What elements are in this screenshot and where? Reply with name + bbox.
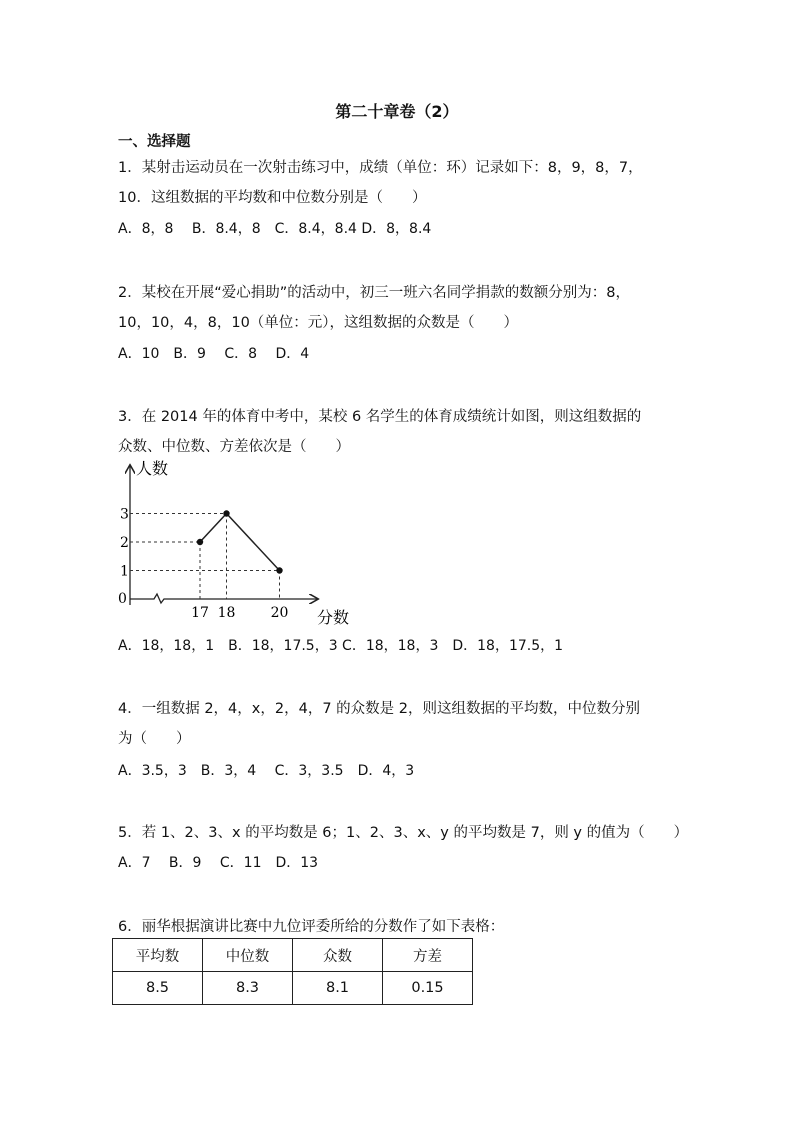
data-point: [223, 510, 229, 516]
y-axis-label: 人数: [136, 459, 169, 478]
x-tick-label: 17: [191, 605, 209, 621]
y-tick-label: 2: [120, 535, 129, 551]
data-point: [276, 567, 282, 573]
q3-line2: 众数、中位数、方差依次是（ ）: [118, 439, 350, 455]
table-cell: 0.15: [383, 972, 473, 1005]
x-tick-label: 20: [270, 605, 289, 621]
x-axis-label: 分数: [317, 608, 350, 627]
q3-line1: 3．在 2014 年的体育中考中，某校 6 名学生的体育成绩统计如图，则这组数据的: [118, 409, 642, 425]
table-header-cell: 中位数: [203, 939, 293, 972]
q1-line1: 1．某射击运动员在一次射击练习中，成绩（单位：环）记录如下：8，9，8，7，: [118, 160, 643, 176]
x-tick-label: 18: [217, 605, 236, 621]
q4-options: A．3.5，3 B．3，4 C．3，3.5 D．4，3: [118, 763, 415, 779]
table-cell: 8.1: [293, 972, 383, 1005]
q5-options: A．7 B．9 C．11 D．13: [118, 855, 319, 871]
stats-table: [112, 938, 473, 1005]
table-header-row: [113, 939, 473, 972]
y-tick-label: 1: [120, 563, 129, 580]
q2-line1: 2．某校在开展“爱心捐助”的活动中，初三一班六名同学捐款的数额分别为：8，: [118, 285, 630, 301]
q2-line2: 10，10，4，8，10（单位：元），这组数据的众数是（ ）: [118, 315, 519, 331]
section-heading: 一、选择题: [118, 134, 191, 150]
q5-line1: 5．若 1、2、3、x 的平均数是 6；1、2、3、x、y 的平均数是 7，则 y 的值为（ ）: [118, 825, 689, 841]
y-tick-label: 3: [120, 506, 129, 523]
q4-line1: 4．一组数据 2，4，x，2，4，7 的众数是 2，则这组数据的平均数，中位数分别: [118, 701, 640, 717]
origin-label: 0: [118, 591, 127, 607]
table-header-cell: 众数: [293, 939, 383, 972]
x-axis-broken: [130, 594, 317, 603]
series-line: [200, 514, 280, 571]
table-row: [113, 972, 473, 1005]
line-chart: [112, 458, 362, 630]
table-cell: 8.3: [203, 972, 293, 1005]
q1-options: A．8，8 B．8.4，8 C．8.4，8.4 D．8，8.4: [118, 221, 432, 237]
page-title: 第二十章卷（2）: [335, 102, 459, 121]
q2-options: A．10 B．9 C．8 D．4: [118, 346, 310, 362]
table-cell: 8.5: [113, 972, 203, 1005]
data-point: [197, 539, 203, 545]
q1-line2: 10．这组数据的平均数和中位数分别是（ ）: [118, 190, 427, 206]
table-header-cell: 方差: [383, 939, 473, 972]
q3-options: A．18，18，1 B．18，17.5，3 C．18，18，3 D．18，17.5，1: [118, 638, 564, 654]
q4-line2: 为（ ）: [118, 731, 191, 747]
q6-line1: 6．丽华根据演讲比赛中九位评委所给的分数作了如下表格：: [118, 919, 505, 935]
table-header-cell: 平均数: [113, 939, 203, 972]
